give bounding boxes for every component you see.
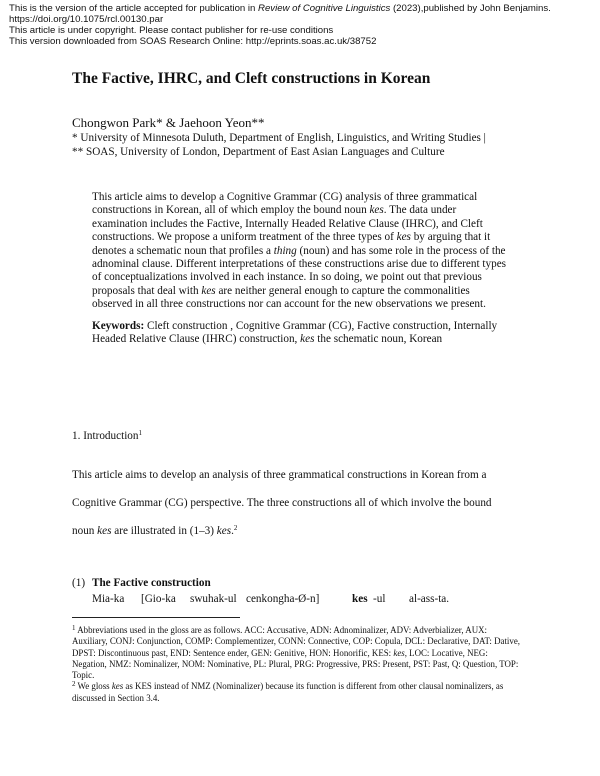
journal-name: Review of Cognitive Linguistics	[258, 3, 391, 14]
body-line-1: This article aims to develop an analysis of three grammatical constructions in Korean from a	[72, 469, 487, 481]
header-repository[interactable]: This version downloaded from SOAS Research Online: http://eprints.soas.ac.uk/38752	[9, 36, 377, 47]
affiliation-2: ** SOAS, University of London, Department of East Asian Languages and Culture	[72, 146, 445, 158]
example-title: The Factive construction	[92, 577, 211, 589]
example-word: [Gio-ka	[141, 593, 176, 605]
header-doi[interactable]: https://doi.org/10.1075/rcl.00130.par	[9, 14, 164, 25]
body-line-2: Cognitive Grammar (CG) perspective. The three constructions all of which involve the bound	[72, 497, 492, 509]
example-number: (1)	[72, 577, 86, 589]
example-word-kes: kes	[352, 593, 368, 605]
example-word: -ul	[373, 593, 386, 605]
footnote-1: $^1$ Abbreviations used in the gloss are as follows. ACC: Accusative, ADN: Adnominalizer, ADV: Adverbializer, AUX: Auxiliary, CONJ: Conjunction, COMP: Complementizer, CONN: Connective, COP: Copula, DCL: Declarative, DAT: Dative, DPST: Discontinuous past, END: Sentence ender, GEN: Genitive, HON: Honorific, KES: kes, LOC: Locative, NEG: Negation, NMZ: Nominalizer, NOM: Nominative, PL: Plural, PRG: Progressive, PRS: Present, PST: Past, Q: Question, TOP: Topic.	[72, 624, 520, 681]
footnote-ref-2[interactable]: 2	[233, 524, 238, 532]
body-line-3: noun kes are illustrated in (1–3) kes.$^2$	[72, 524, 238, 537]
keywords: Keywords: Cleft construction , Cognitive Grammar (CG), Factive construction, Internally Headed Relative Clause (IHRC) construction, kes the schematic noun, Korean	[92, 320, 498, 346]
authors: Chongwon Park* & Jaehoon Yeon**	[72, 115, 265, 130]
abstract: This article aims to develop a Cognitive Grammar (CG) analysis of three grammatical constructions in Korean, all of which employ the bound noun kes. The data under examination includes the Factive, Internally Headed Relative Clause (IHRC), and Cleft constructions. We propose a uniform treatment of the three types of kes by arguing that it denotes a schematic noun that profiles a thing (noun) and has some role in the process of the adnominal clause. Different interpretations of these constructions arise due to different types of conceptualizations involved in each instance. In so doing, we point out that previous proposals that deal with kes are neither general enough to capture the commonalities observed in all three constructions nor can account for the new observations we present.	[92, 191, 507, 311]
example-word: al-ass-ta.	[409, 593, 450, 605]
header-publication-line: This is the version of the article accepted for publication in Review of Cognitive Linguistics (2023),published by John Benjamins.	[9, 3, 551, 14]
header-copyright: This article is under copyright. Please contact publisher for re-use conditions	[9, 25, 334, 36]
keywords-label: Keywords:	[92, 320, 145, 332]
footnote-ref-1[interactable]: 1	[138, 429, 142, 437]
paper-title: The Factive, IHRC, and Cleft constructions in Korean	[72, 70, 431, 87]
footnote-2: $^2$ We gloss kes as KES instead of NMZ (Nominalizer) because its function is different from other clausal nominalizers, as discussed in Section 3.4.	[72, 680, 504, 703]
example-word: cenkongha-Ø-n]	[246, 593, 320, 605]
affiliation-1: * University of Minnesota Duluth, Department of English, Linguistics, and Writing Studies |	[72, 132, 486, 144]
example-word: Mia-ka	[92, 593, 125, 605]
section-heading-introduction: 1. Introduction$^1$	[72, 429, 142, 442]
footnotes	[72, 625, 522, 704]
example-word: swuhak-ul	[190, 593, 237, 605]
footnote-divider	[72, 617, 240, 618]
